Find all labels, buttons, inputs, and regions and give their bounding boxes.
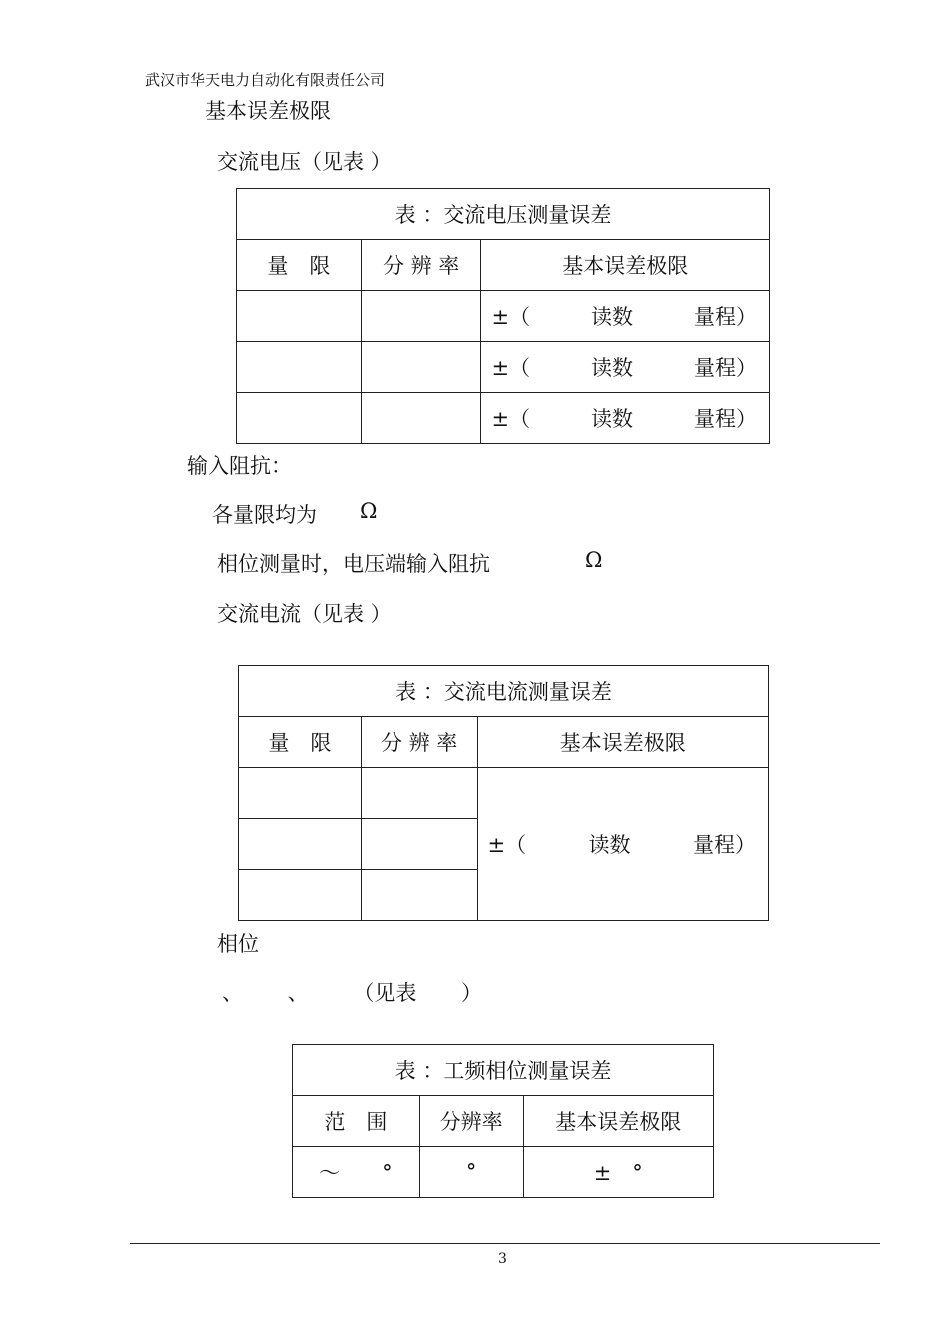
resolution-cell <box>361 819 477 870</box>
ac-voltage-title: 交流电压（见表 ） <box>217 150 392 174</box>
ac-current-table <box>238 665 769 921</box>
resolution-cell: ° <box>419 1147 523 1198</box>
company-header: 武汉市华天电力自动化有限责任公司 <box>145 71 386 89</box>
phase-table <box>292 1044 714 1198</box>
table-row <box>239 768 769 819</box>
ohm-symbol: Ω <box>360 499 378 523</box>
header-range: 量 限 <box>237 240 362 291</box>
table-row <box>237 291 770 342</box>
range-cell <box>237 393 362 444</box>
error-cell <box>481 291 770 342</box>
range-cell <box>239 870 362 921</box>
resolution-cell <box>361 291 481 342</box>
resolution-cell <box>361 768 477 819</box>
fullscale-label: 量程） <box>694 356 757 380</box>
range-cell <box>239 819 362 870</box>
page-number: 3 <box>498 1251 507 1267</box>
header-range: 量 限 <box>239 717 362 768</box>
header-range: 范 围 <box>293 1096 420 1147</box>
header-error-limit: 基本误差极限 <box>523 1096 714 1147</box>
range-cell: ～ ° <box>293 1147 420 1198</box>
merged-error-cell <box>477 768 769 921</box>
error-cell <box>481 342 770 393</box>
reading-label: 读数 <box>588 833 631 857</box>
ac-voltage-table <box>236 188 770 444</box>
plus-minus: ±（ <box>491 356 531 380</box>
table-caption: 表 ：工频相位测量误差 <box>293 1045 714 1096</box>
resolution-cell <box>361 393 481 444</box>
plus-minus: ±（ <box>491 305 531 329</box>
error-cell <box>481 393 770 444</box>
header-resolution: 分 辨 率 <box>361 240 481 291</box>
phase-subtitle: 、 、 （见表 ） <box>222 981 483 1005</box>
input-impedance-title: 输入阻抗： <box>187 454 292 478</box>
table-row <box>293 1147 714 1198</box>
reading-label: 读数 <box>591 407 634 431</box>
header-error-limit: 基本误差极限 <box>477 717 769 768</box>
phase-title: 相位 <box>217 932 259 956</box>
plus-minus: ±（ <box>491 407 531 431</box>
reading-label: 读数 <box>591 305 634 329</box>
impedance-line-2: 相位测量时，电压端输入阻抗 <box>217 552 490 576</box>
range-cell <box>239 768 362 819</box>
resolution-cell <box>361 870 477 921</box>
ac-current-title: 交流电流（见表 ） <box>217 602 392 626</box>
ohm-symbol: Ω <box>585 548 603 572</box>
basic-error-title: 基本误差极限 <box>205 99 331 123</box>
resolution-cell <box>361 342 481 393</box>
table-caption: 表 ：交流电压测量误差 <box>237 189 770 240</box>
fullscale-label: 量程） <box>692 833 756 857</box>
header-error-limit: 基本误差极限 <box>481 240 770 291</box>
range-cell <box>237 291 362 342</box>
range-cell <box>237 342 362 393</box>
header-resolution: 分 辨 率 <box>361 717 477 768</box>
table-row <box>237 342 770 393</box>
plus-minus: ±（ <box>487 833 527 857</box>
table-row <box>237 393 770 444</box>
table-caption: 表 ：交流电流测量误差 <box>239 666 769 717</box>
footer-divider <box>130 1243 880 1244</box>
impedance-line-1: 各量限均为 <box>212 503 317 527</box>
fullscale-label: 量程） <box>694 305 757 329</box>
header-resolution: 分辨率 <box>419 1096 523 1147</box>
error-cell: ± ° <box>523 1147 714 1198</box>
reading-label: 读数 <box>591 356 634 380</box>
fullscale-label: 量程） <box>694 407 757 431</box>
